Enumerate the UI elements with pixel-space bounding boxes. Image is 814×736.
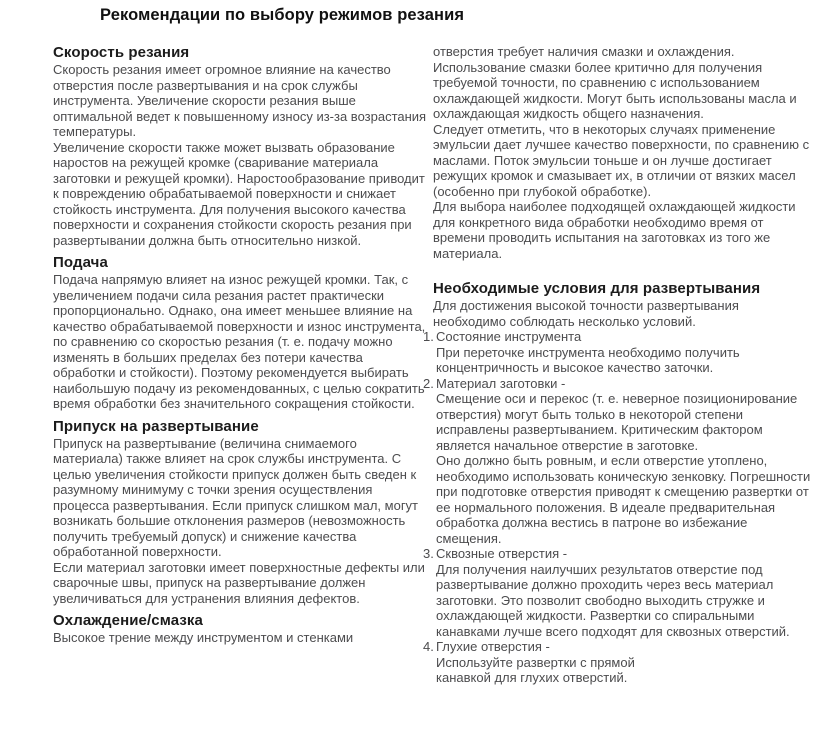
- section-reaming-allowance: [53, 418, 428, 607]
- section-heading: Необходимые условия для развертывания: [433, 280, 761, 297]
- paragraph: Высокое трение между инструментом и стенками: [53, 630, 354, 645]
- list-item-title: Глухие отверстия -: [436, 639, 550, 654]
- section-heading: Охлаждение/смазка: [53, 612, 203, 629]
- right-column: [423, 44, 811, 686]
- paragraph: Для получения наилучших результатов отверстие под развертывание должно проходить через весь материал заготовки. Это позволит свободно выходить стружке и охлаждающей жидкости. Развертки со спиральными канавками лучше всего подходят для сквозных отверстий.: [436, 561, 790, 639]
- section-cutting-speed: [53, 44, 428, 248]
- paragraph: При переточке инструмента необходимо получить концентричность и высокое качество заточки.: [436, 344, 740, 375]
- paragraph: Следует отметить, что в некоторых случаях применение эмульсии дает лучшее качество поверхности, по сравнению с маслами. Поток эмульсии тоньше и он лучше достигает режущих кромок и смазывает их, в отличии от вязких масел (особенно при глубокой обработке).: [433, 121, 810, 199]
- list-item-through-holes: [423, 546, 811, 639]
- page-title: Рекомендации по выбору режимов резания: [100, 6, 465, 24]
- paragraph: Если материал заготовки имеет поверхностные дефекты или сварочные швы, припуск на развертывание должен увеличиваться для устранения влияния дефектов.: [53, 559, 425, 606]
- list-number: 4.: [423, 639, 434, 654]
- list-number: 2.: [423, 375, 434, 391]
- section-heading: Припуск на развертывание: [53, 417, 259, 435]
- conditions-list: [423, 329, 811, 686]
- left-column: [53, 44, 428, 646]
- list-number: 1.: [423, 329, 434, 344]
- section-feed: [53, 254, 428, 412]
- paragraph: Смещение оси и перекос (т. е. неверное позиционирование отверстия) могут быть только в некоторой степени исправлены развертыванием. Критическим фактором является начальное отверстие в заготовке.: [436, 391, 798, 453]
- list-item-tool-condition: [423, 329, 811, 376]
- list-item-title: Состояние инструмента: [436, 329, 582, 344]
- section-reaming-conditions: [423, 280, 811, 686]
- list-item-content: [436, 639, 811, 686]
- list-item-title: Материал заготовки -: [436, 375, 566, 391]
- list-item-blind-holes: [423, 639, 811, 686]
- paragraph: Для достижения высокой точности развертывания необходимо соблюдать несколько условий.: [433, 298, 739, 329]
- list-item-content: [436, 546, 811, 639]
- paragraph: Припуск на развертывание (величина снимаемого материала) также влияет на срок службы инструмента. С целью увеличения стойкости припуск должен быть сведен к разумному минимуму с точки зрения осуществления процесса развертывания. Если припуск слишком мал, могут возникать большие отклонения размеров (невозможность получить требуемый допуск) и снижение качества обработанной поверхности.: [53, 435, 419, 559]
- section-cooling-lubrication: [53, 612, 428, 646]
- list-number: 3.: [423, 546, 434, 561]
- paragraph: Увеличение скорости также может вызвать образование наростов на режущей кромке (сваривание материала заготовки и режущей кромки). Наростообразование приводит к повреждению обрабатываемой поверхности и снижает стойкость инструмента. Для получения высокого качества поверхности и сохранения стойкости скорость резания при развертывании должна быть относительно низкой.: [53, 139, 425, 248]
- section-heading: Скорость резания: [53, 44, 190, 61]
- list-item-content: [436, 376, 811, 547]
- paragraph: канавкой для глухих отверстий.: [436, 670, 628, 685]
- paragraph: Для выбора наиболее подходящей охлаждающей жидкости для конкретного вида обработки необходимо время от времени проводить испытания на заготовках из того же материала.: [433, 199, 796, 261]
- list-item-workpiece-material: [423, 376, 811, 547]
- section-heading: Подача: [53, 254, 108, 271]
- paragraph: Подача напрямую влияет на износ режущей кромки. Так, с увеличением подачи сила резания растет практически пропорционально. Однако, она имеет меньшее влияние на качество обрабатываемой поверхности и износ инструмента, по сравнению со скоростью резания (т. е. подачу можно изменять в больших пределах без потери качества обработки и стойкости). Поэтому рекомендуется выбирать наибольшую подачу из рекомендованных, с целью сократить время обработки без значительного сокращения стойкости.: [53, 272, 426, 411]
- list-item-title: Сквозные отверстия -: [436, 546, 568, 561]
- paragraph: Оно должно быть ровным, и если отверстие утоплено, необходимо использовать коническую зенковку. Погрешности при подготовке отверстия приводят к смещению развертки от ее нормального положения. В идеале предварительная обработка должна вестись в патроне во избежание смещения.: [436, 453, 811, 546]
- paragraph: отверстия требует наличия смазки и охлаждения. Использование смазки более критично для получения требуемой точности, по сравнению с использованием охлаждающей жидкости. Могут быть использованы масла и охлаждающая жидкость общего назначения.: [433, 44, 797, 121]
- list-item-content: [436, 329, 811, 376]
- paragraph: Скорость резания имеет огромное влияние на качество отверстия после развертывания и на срок службы инструмента. Увеличение скорости резания выше оптимальной ведет к повышенному износу из-за возрастания температуры.: [53, 62, 427, 139]
- paragraph: Используйте развертки с прямой: [436, 654, 635, 670]
